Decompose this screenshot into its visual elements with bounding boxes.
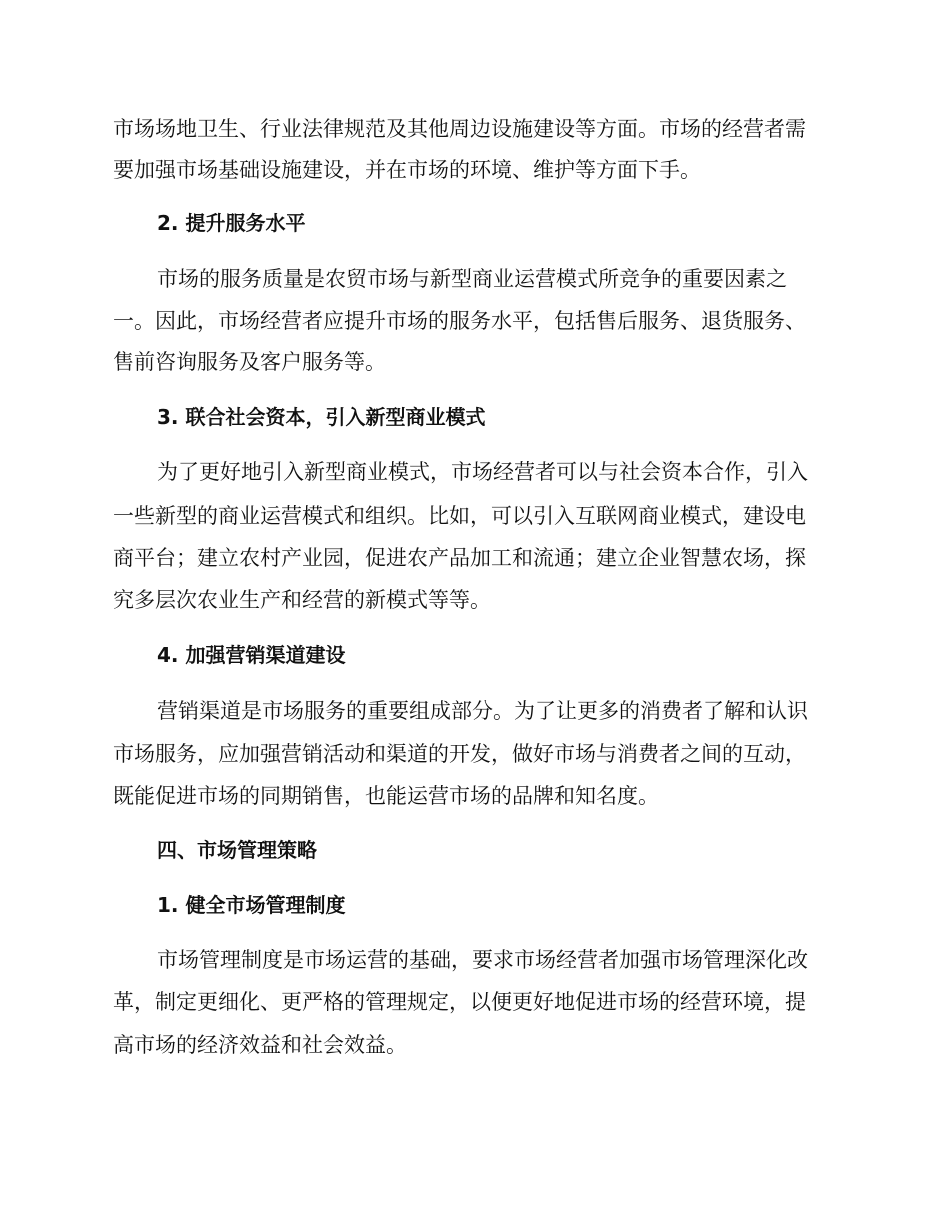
paragraph-line: 市场管理制度是市场运营的基础，要求市场经营者加强市场管理深化改 (157, 948, 808, 972)
paragraph-line: 售前咨询服务及客户服务等。 (113, 350, 386, 374)
paragraph-line: 既能促进市场的同期销售，也能运营市场的品牌和知名度。 (113, 784, 659, 808)
paragraph-line: 一。因此，市场经营者应提升市场的服务水平，包括售后服务、退货服务、 (113, 309, 806, 333)
section-heading: 3. 联合社会资本，引入新型商业模式 (157, 405, 486, 429)
paragraph-line: 要加强市场基础设施建设，并在市场的环境、维护等方面下手。 (113, 158, 701, 182)
section-heading: 4. 加强营销渠道建设 (157, 643, 346, 667)
paragraph-line: 营销渠道是市场服务的重要组成部分。为了让更多的消费者了解和认识 (157, 699, 808, 723)
paragraph-line: 市场的服务质量是农贸市场与新型商业运营模式所竞争的重要因素之 (157, 267, 787, 291)
paragraph-line: 高市场的经济效益和社会效益。 (113, 1033, 407, 1057)
paragraph-line: 市场服务，应加强营销活动和渠道的开发，做好市场与消费者之间的互动， (113, 742, 806, 766)
section-heading: 1. 健全市场管理制度 (157, 893, 346, 917)
paragraph-line: 商平台；建立农村产业园，促进农产品加工和流通；建立企业智慧农场，探 (113, 546, 806, 570)
section-heading: 2. 提升服务水平 (157, 211, 306, 235)
paragraph-line: 市场场地卫生、行业法律规范及其他周边设施建设等方面。市场的经营者需 (113, 117, 806, 141)
paragraph-line: 为了更好地引入新型商业模式，市场经营者可以与社会资本合作，引入 (157, 460, 808, 484)
paragraph-line: 究多层次农业生产和经营的新模式等等。 (113, 588, 491, 612)
chapter-heading: 四、市场管理策略 (157, 838, 317, 862)
paragraph-line: 革，制定更细化、更严格的管理规定，以便更好地促进市场的经营环境，提 (113, 990, 806, 1014)
paragraph-line: 一些新型的商业运营模式和组织。比如，可以引入互联网商业模式，建设电 (113, 504, 806, 528)
